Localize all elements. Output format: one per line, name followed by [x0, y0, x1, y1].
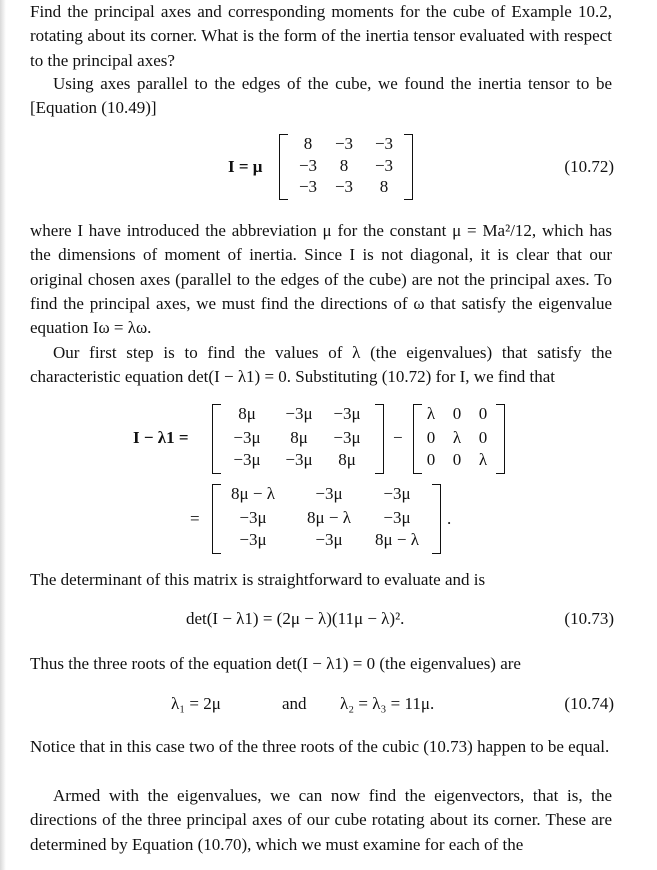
- matrix-cell: −3: [334, 177, 354, 196]
- matrix-cell: λ: [452, 428, 462, 447]
- minus-sign: −: [393, 428, 403, 447]
- matrix-cell: 0: [452, 404, 462, 423]
- right-bracket: [404, 134, 413, 200]
- matrix-cell: 8μ − λ: [375, 530, 419, 549]
- right-bracket: [375, 404, 384, 474]
- paragraph-problem: Find the principal axes and corresponding moments for the cube of Example 10.2, rotating about its corner. What is the form of the inertia tensor evaluated with respect to the principal axes?: [30, 2, 612, 70]
- matrix-cell: λ: [478, 450, 488, 469]
- matrix-cell: 8: [303, 134, 313, 153]
- matrix-cell: −3μ: [383, 508, 411, 527]
- matrix-cell: 8: [379, 177, 389, 196]
- paragraph-roots: Thus the three roots of the equation det(I − λ1) = 0 (the eigenvalues) are: [30, 654, 521, 673]
- matrix-cell: −3: [374, 134, 394, 153]
- paragraph-determinant: The determinant of this matrix is straightforward to evaluate and is: [30, 570, 486, 589]
- paragraph-intro: Using axes parallel to the edges of the cube, we found the inertia tensor to be [Equation (10.49)]: [30, 74, 612, 118]
- left-bracket: [279, 134, 288, 200]
- matrix-cell: 8μ: [238, 404, 256, 423]
- right-bracket: [496, 404, 505, 474]
- matrix-cell: 8μ − λ: [307, 508, 351, 527]
- right-bracket: [432, 484, 441, 554]
- and-word: and: [282, 694, 307, 713]
- paragraph-first-step: Our first step is to find the values of λ (the eigenvalues) that satisfy the characteristic equation det(I − λ1) = 0. Substituting (10.72) for I, we find that: [30, 343, 612, 387]
- equation-lhs: I − λ1 =: [133, 428, 189, 447]
- matrix-cell: −3μ: [333, 404, 361, 423]
- eigenvalue-one: λ₁ = 2μ: [171, 694, 221, 713]
- period: .: [447, 509, 452, 528]
- matrix-cell: −3μ: [285, 404, 313, 423]
- paragraph-eigenvectors: Armed with the eigenvalues, we can now find the eigenvectors, that is, the directions of the three principal axes of our cube rotating about its corner. These are determined by Equation (10.70), which we must examine for each of the: [30, 786, 612, 854]
- matrix-cell: λ: [426, 404, 436, 423]
- matrix-cell: −3μ: [315, 484, 343, 503]
- page-edge-shadow: [0, 0, 6, 870]
- matrix-cell: 0: [478, 404, 488, 423]
- matrix-cell: −3: [334, 134, 354, 153]
- matrix-cell: −3μ: [315, 530, 343, 549]
- matrix-cell: 0: [426, 428, 436, 447]
- equation-number: (10.73): [564, 609, 614, 628]
- matrix-cell: 8: [339, 156, 349, 175]
- matrix-cell: 0: [452, 450, 462, 469]
- matrix-cell: 0: [478, 428, 488, 447]
- equation-body: det(I − λ1) = (2μ − λ)(11μ − λ)².: [186, 609, 405, 628]
- equation-number: (10.72): [564, 157, 614, 176]
- matrix-cell: −3μ: [333, 428, 361, 447]
- eigenvalue-two-three: λ₂ = λ₃ = 11μ.: [340, 694, 435, 713]
- equation-number: (10.74): [564, 694, 614, 713]
- matrix-cell: −3: [298, 177, 318, 196]
- matrix-cell: 8μ: [338, 450, 356, 469]
- matrix-cell: −3μ: [233, 428, 261, 447]
- matrix-cell: 8μ: [290, 428, 308, 447]
- matrix-cell: −3μ: [383, 484, 411, 503]
- equation-lhs: I = μ: [228, 157, 263, 176]
- matrix-cell: 0: [426, 450, 436, 469]
- matrix-cell: −3μ: [239, 508, 267, 527]
- matrix-cell: 8μ − λ: [231, 484, 275, 503]
- left-bracket: [212, 404, 221, 474]
- paragraph-notice: Notice that in this case two of the three roots of the cubic (10.73) happen to be equal.: [30, 737, 610, 756]
- matrix-cell: −3: [298, 156, 318, 175]
- matrix-cell: −3μ: [239, 530, 267, 549]
- matrix-cell: −3μ: [285, 450, 313, 469]
- paragraph-mu-definition: where I have introduced the abbreviation μ for the constant μ = Ma²/12, which has the dimensions of moment of inertia. Since I is not diagonal, it is clear that our original chosen axes (parallel to the edges of the cube) are not the principal axes. To find the principal axes, we must find the directions of ω that satisfy the eigenvalue equation Iω = λω.: [30, 221, 612, 338]
- equals-sign: =: [190, 509, 200, 528]
- matrix-cell: −3: [374, 156, 394, 175]
- matrix-cell: −3μ: [233, 450, 261, 469]
